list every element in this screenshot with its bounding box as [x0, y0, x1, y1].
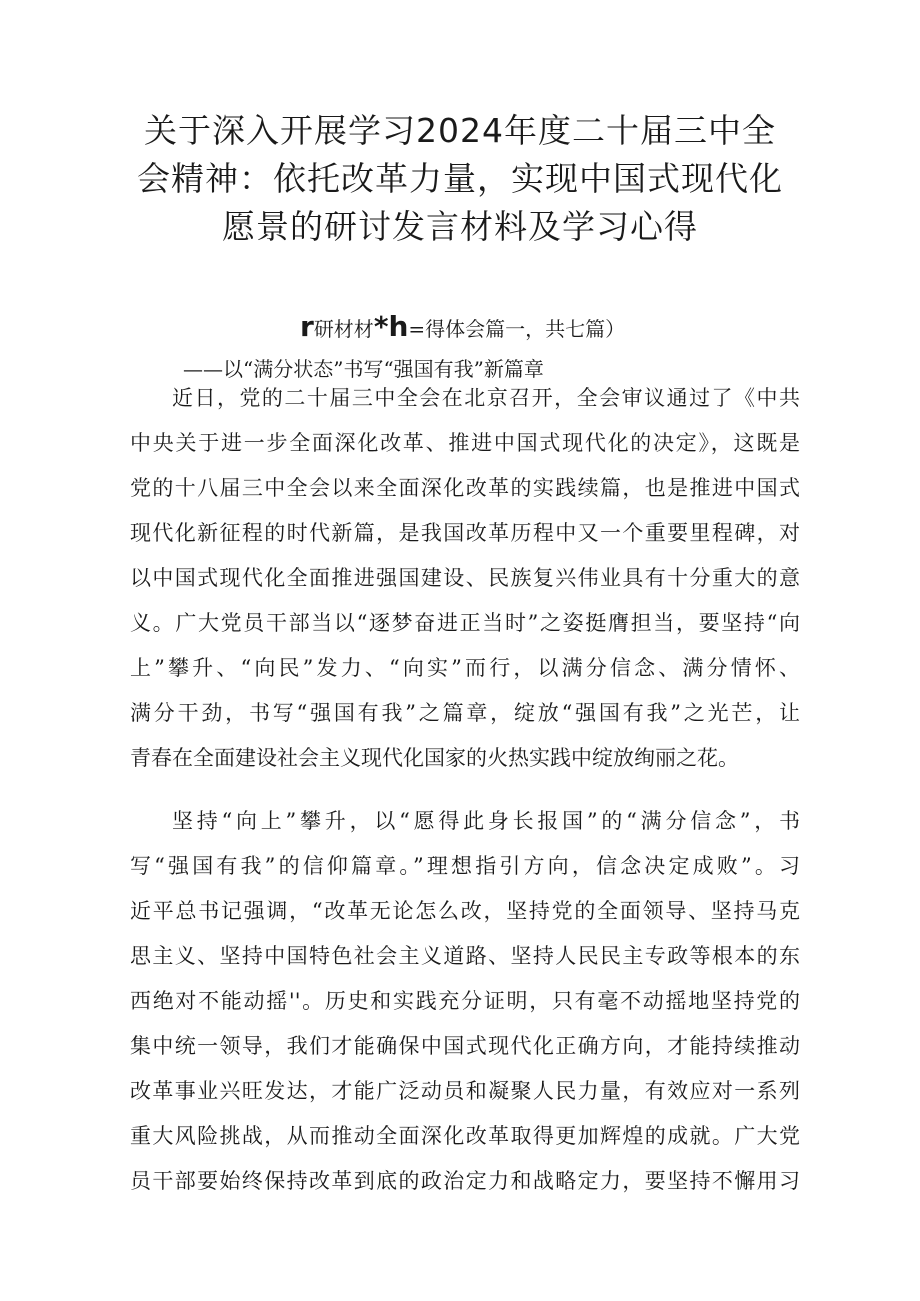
paragraph-line: 改革事业兴旺发达，才能广泛动员和凝聚人民力量，有效应对一系列: [130, 1079, 800, 1103]
paragraph-line: 上”攀升、“向民”发力、“向实”而行，以满分信念、满分情怀、: [130, 656, 800, 680]
paragraph-line: 重大风险挑战，从而推动全面深化改革取得更加辉煌的成就。广大党: [130, 1124, 800, 1148]
subtitle-mark: *h: [373, 310, 409, 343]
paragraph-line: 中央关于进一步全面深化改革、推进中国式现代化的决定》，这既是: [130, 431, 800, 455]
body-paragraph: [130, 799, 800, 1204]
paragraph-line: 现代化新征程的时代新篇，是我国改革历程中又一个重要里程碑，对: [130, 521, 800, 545]
paragraph-line: 近平总书记强调，“改革无论怎么改，坚持党的全面领导、坚持马克: [130, 899, 800, 923]
paragraph-line: 坚持“向上”攀升，以“愿得此身长报国”的“满分信念”，书: [172, 809, 800, 833]
subtitle-prefix: r: [300, 310, 314, 343]
document-title: [120, 107, 800, 251]
paragraph-line: 党的十八届三中全会以来全面深化改革的实践续篇，也是推进中国式: [130, 476, 800, 500]
title-line: 会精神：依托改革力量，实现中国式现代化: [137, 159, 783, 198]
paragraph-line: 写“强国有我”的信仰篇章。”理想指引方向，信念决定成败”。习: [130, 854, 800, 878]
paragraph-line: 义。广大党员干部当以“逐梦奋进正当时”之姿挺膺担当，要坚持“向: [130, 611, 800, 635]
paragraph-line: 满分干劲，书写“强国有我”之篇章，绽放“强国有我”之光芒，让: [130, 701, 800, 725]
document-theme: ——以“满分状态”书写“强国有我”新篇章: [183, 357, 544, 381]
subtitle-suffix: =得体会篇一，共七篇）: [408, 317, 626, 341]
body-paragraph: [130, 376, 800, 781]
title-line: 关于深入开展学习2024年度二十届三中全: [144, 111, 776, 150]
paragraph-line: 青春在全面建设社会主义现代化国家的火热实践中绽放绚丽之花。: [130, 746, 739, 770]
subtitle-mid: 研材材: [313, 317, 374, 341]
title-line: 愿景的研讨发言材料及学习心得: [222, 207, 698, 246]
document-subtitle: [300, 312, 625, 344]
paragraph-line: 以中国式现代化全面推进强国建设、民族复兴伟业具有十分重大的意: [130, 566, 800, 590]
paragraph-line: 集中统一领导，我们才能确保中国式现代化正确方向，才能持续推动: [130, 1034, 800, 1058]
paragraph-line: 西绝对不能动摇''。历史和实践充分证明，只有毫不动摇地坚持党的: [130, 989, 800, 1013]
paragraph-line: 思主义、坚持中国特色社会主义道路、坚持人民民主专政等根本的东: [130, 944, 800, 968]
paragraph-line: 员干部要始终保持改革到底的政治定力和战略定力，要坚持不懈用习: [130, 1169, 800, 1193]
paragraph-line: 近日，党的二十届三中全会在北京召开，全会审议通过了《中共: [172, 386, 800, 410]
